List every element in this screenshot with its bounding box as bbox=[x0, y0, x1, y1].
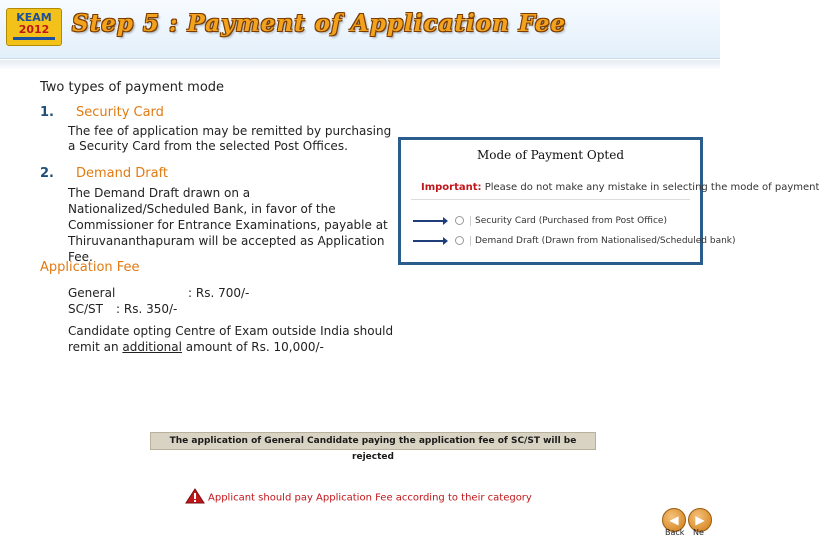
item2-heading: Demand Draft bbox=[76, 166, 169, 181]
item1-number: 1. bbox=[40, 105, 54, 120]
header-divider bbox=[0, 60, 720, 70]
intro-text: Two types of payment mode bbox=[40, 80, 225, 95]
important-label: Important: bbox=[421, 182, 482, 193]
category-alert bbox=[185, 488, 532, 507]
payment-mode-form-image bbox=[398, 137, 819, 265]
fee-general-label: General bbox=[68, 286, 116, 300]
warning-triangle-icon bbox=[185, 488, 205, 507]
rejection-warning-bar: The application of General Candidate paying the application fee of SC/ST will be rejected bbox=[150, 432, 596, 450]
logo-text-keam: KEAM bbox=[16, 11, 52, 24]
candidate-note-part2: amount of Rs. 10,000/- bbox=[181, 340, 324, 354]
arrow-right-icon bbox=[413, 220, 445, 222]
page-header bbox=[0, 0, 720, 59]
item1-description: The fee of application may be remitted by purchasing a Security Card from the selected Post Offices. bbox=[68, 124, 392, 153]
option1-label: Security Card (Purchased from Post Office) bbox=[470, 216, 667, 226]
form-important-note bbox=[421, 182, 819, 193]
arrow-right-icon bbox=[413, 240, 445, 242]
important-text: Please do not make any mistake in selecting the mode of payment bbox=[481, 182, 819, 193]
logo-text-year: 2012 bbox=[18, 23, 50, 36]
back-label: Back bbox=[665, 528, 685, 537]
form-heading: Mode of Payment Opted bbox=[476, 148, 625, 162]
radio-icon bbox=[455, 216, 464, 225]
form-option-security-card bbox=[413, 216, 667, 226]
fee-scst-value: : Rs. 350/- bbox=[116, 302, 178, 316]
form-option-demand-draft bbox=[413, 236, 736, 246]
next-label: Ne bbox=[693, 528, 704, 537]
form-divider bbox=[411, 199, 690, 200]
item1-heading: Security Card bbox=[76, 105, 164, 120]
fee-general-value: : Rs. 700/- bbox=[188, 286, 250, 300]
item2-number: 2. bbox=[40, 166, 54, 181]
alert-text: Applicant should pay Application Fee according to their category bbox=[208, 492, 532, 504]
radio-icon bbox=[455, 236, 464, 245]
fee-scst-label: SC/ST bbox=[68, 302, 103, 316]
application-fee-heading: Application Fee bbox=[40, 260, 140, 275]
candidate-outside-india-note bbox=[68, 323, 398, 355]
logo-stripe bbox=[13, 37, 55, 40]
arrow-left-icon: ◀ bbox=[669, 513, 679, 527]
page-title: Step 5 : Payment of Application Fee bbox=[72, 10, 567, 37]
candidate-note-underlined: additional bbox=[122, 340, 182, 354]
item2-description: The Demand Draft drawn on a Nationalized/Scheduled Bank, in favor of the Commissioner for Entrance Examinations, payable at Thiruvananthapuram will be accepted as Application Fee. bbox=[68, 186, 388, 264]
option2-label: Demand Draft (Drawn from Nationalised/Scheduled bank) bbox=[470, 236, 736, 246]
candidate-note-part1: Candidate opting Centre of Exam outside India should remit an bbox=[68, 324, 394, 354]
arrow-right-icon: ▶ bbox=[695, 513, 705, 527]
keam-logo bbox=[6, 8, 62, 46]
